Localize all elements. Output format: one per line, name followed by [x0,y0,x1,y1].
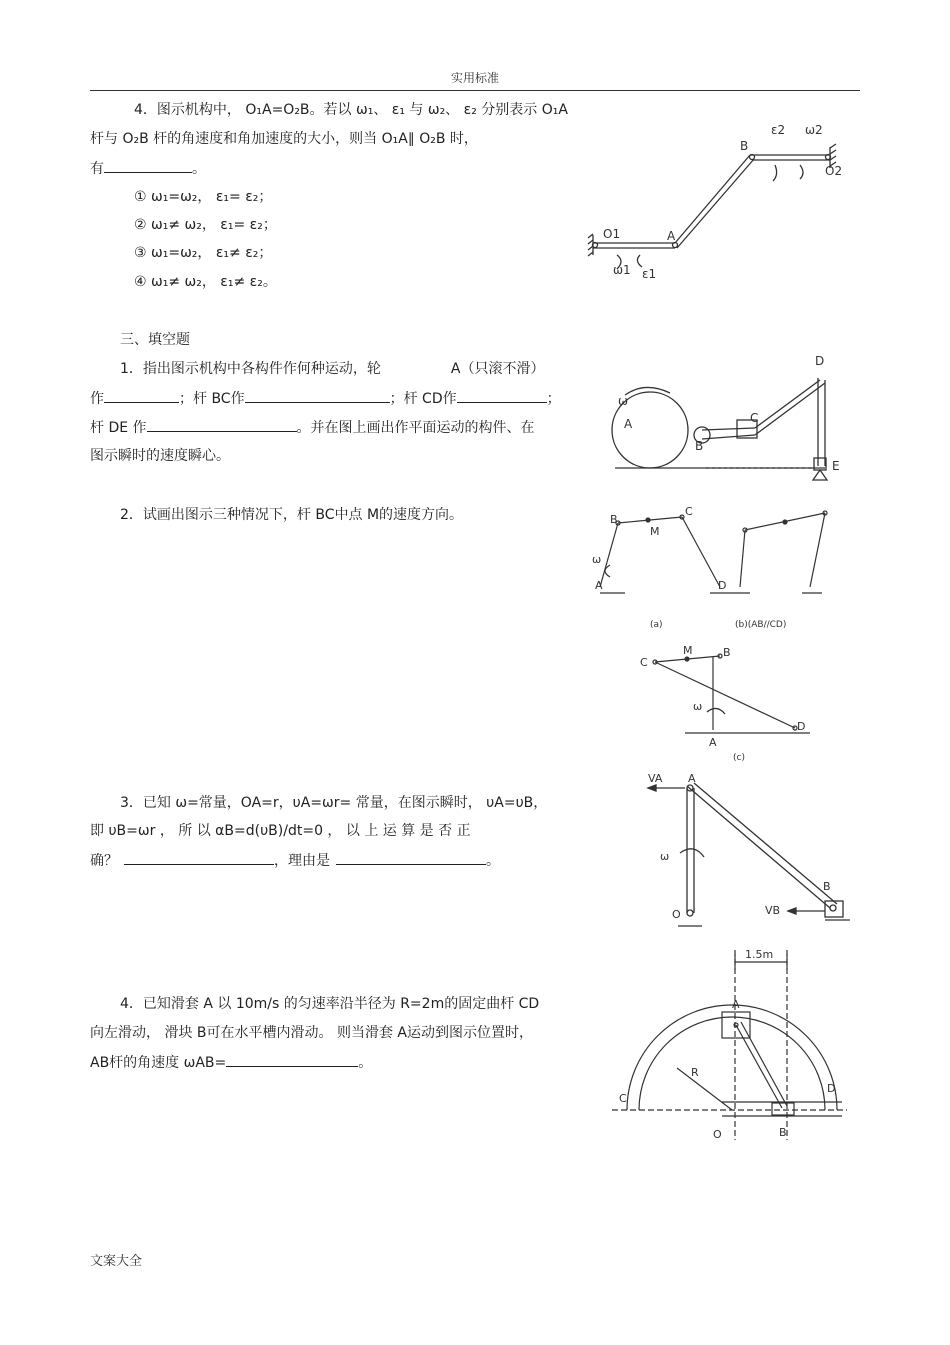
fig6-label-a: A [732,998,740,1011]
fig4-label-b: B [723,646,731,659]
fig6-label-o: O [713,1128,722,1141]
f3-blank-reason[interactable] [336,850,486,865]
fig4-label-m: M [683,644,693,657]
q4-line-2: 杆与 O₂B 杆的角速度和角加速度的大小，则当 O₁A∥ O₂B 时， [90,131,478,147]
section-title: 三、填空题 [120,332,190,348]
f4-line-2: 向左滑动， 滑块 B可在水平槽内滑动。 则当滑套 A运动到图示位置时， [90,1025,533,1041]
fig5-label-vb: VB [765,904,781,917]
fig6-label-r: R [691,1066,699,1079]
f3-line-2: 即 υB=ωr ， 所 以 αB=d(υB)/dt=0 ， 以 上 运 算 是 否 正 [90,823,471,839]
f4-line-3b: 。 [358,1055,373,1071]
f1-blank-cd[interactable] [457,388,547,403]
figure-curved-rod [607,940,850,1145]
f1-line-3 [90,417,535,438]
fig5-label-va: VA [648,772,663,785]
f1-line-1 [120,359,544,379]
f1-line-2a: 作 [90,391,104,407]
fig3-label-d: D [718,579,727,592]
fig5-label-omega: ω [660,850,670,863]
page-footer: 文案大全 [90,1254,143,1269]
f1-line-1b: A（只滚不滑） [450,361,545,377]
f1-line-4: 图示瞬时的速度瞬心。 [90,448,230,464]
fig1-label-a: A [667,229,676,243]
f3-line-3a: 确？ [90,853,118,869]
fig2-label-c: C [750,411,759,425]
q4-line-3 [90,158,206,179]
fig3-caption-a: (a) [650,620,663,630]
f1-line-2 [90,388,561,409]
figure-wheel-mechanism [610,350,855,490]
fig3-label-omega: ω [592,553,602,566]
fig2-label-a: A [624,417,633,431]
fig1-label-omega1: ω1 [613,263,631,277]
page-header: 实用标准 [450,71,499,85]
fig1-label-b: B [740,139,749,153]
fig1-label-eps1: ε1 [642,267,657,281]
q4-line-3-prefix: 有 [90,161,104,177]
fig1-label-eps2: ε2 [771,123,786,137]
f1-blank-bc[interactable] [245,388,390,403]
fig6-label-c: C [619,1092,627,1105]
fig4-caption-c: (c) [733,753,745,763]
fig2-label-omega: ω [618,394,629,408]
fig3-caption-b: (b)(AB//CD) [735,620,787,630]
header-rule [90,90,860,91]
f3-line-1: 3．已知 ω=常量，OA=r，υA=ωr= 常量，在图示瞬时， υA=υB， [120,795,548,811]
figure-rod-oab [640,768,855,933]
f3-blank-correct[interactable] [124,850,274,865]
q4-option-1: ① ω₁=ω₂， ε₁= ε₂； [134,189,273,205]
q4-option-4: ④ ω₁≠ ω₂， ε₁≠ ε₂。 [134,274,277,290]
fig4-label-c: C [640,656,648,669]
f1-blank-wheel[interactable] [104,388,179,403]
fig6-label-b: B [779,1126,787,1139]
fig3-label-b: B [610,513,618,526]
fig2-label-d: D [815,354,825,368]
figure-cases-a-b [590,505,840,635]
fig4-label-d: D [797,720,806,733]
f3-line-3b: ，理由是 [274,853,330,869]
fig4-label-omega: ω [693,700,703,713]
q4-option-2: ② ω₁≠ ω₂， ε₁= ε₂； [134,217,277,233]
q4-line-1: 4．图示机构中， O₁A=O₂B。若以 ω₁、 ε₁ 与 ω₂、 ε₂ 分别表示 O₁A [134,102,568,118]
fig5-label-a: A [688,772,696,785]
q4-option-3: ③ ω₁=ω₂， ε₁≠ ε₂； [134,245,273,261]
f1-line-3b: 。并在图上画出作平面运动的构件、在 [296,420,535,436]
fig1-label-o1: O1 [603,227,621,241]
f4-line-3 [90,1052,372,1073]
f3-line-3 [90,850,500,871]
f1-line-2d: ； [546,391,561,407]
f3-line-3c: 。 [486,853,500,869]
f4-blank-omega[interactable] [226,1052,358,1067]
f1-line-1a: 1．指出图示机构中各构件作何种运动，轮 [120,361,381,377]
fig5-label-o: O [672,908,681,921]
f1-line-3a: 杆 DE 作 [90,420,147,436]
q4-line-3-suffix: 。 [192,161,206,177]
f1-line-2b: ；杆 BC作 [179,391,245,407]
f1-blank-de[interactable] [147,417,297,432]
fig3-label-c: C [685,505,693,518]
fig4-label-a: A [709,736,717,749]
f2-line-1: 2．试画出图示三种情况下，杆 BC中点 M的速度方向。 [120,507,464,523]
figure-case-c [635,640,830,765]
fig3-label-m: M [650,525,660,538]
f4-line-3a: AB杆的角速度 ωAB= [90,1055,227,1071]
fig5-label-b: B [823,880,831,893]
fig1-label-o2: O2 [825,164,843,178]
q4-answer-blank[interactable] [104,158,192,173]
fig2-label-e: E [832,459,840,473]
fig2-label-b: B [695,439,704,453]
f1-line-2c: ；杆 CD作 [389,391,457,407]
fig6-label-dimension: 1.5m [745,948,774,961]
f4-line-1: 4．已知滑套 A 以 10m/s 的匀速率沿半径为 R=2m的固定曲杆 CD [120,996,540,1012]
figure-linkage-o1ab-o2 [585,110,855,290]
fig3-label-a: A [595,579,603,592]
fig1-label-omega2: ω2 [805,123,823,137]
fig6-label-d: D [827,1082,836,1095]
